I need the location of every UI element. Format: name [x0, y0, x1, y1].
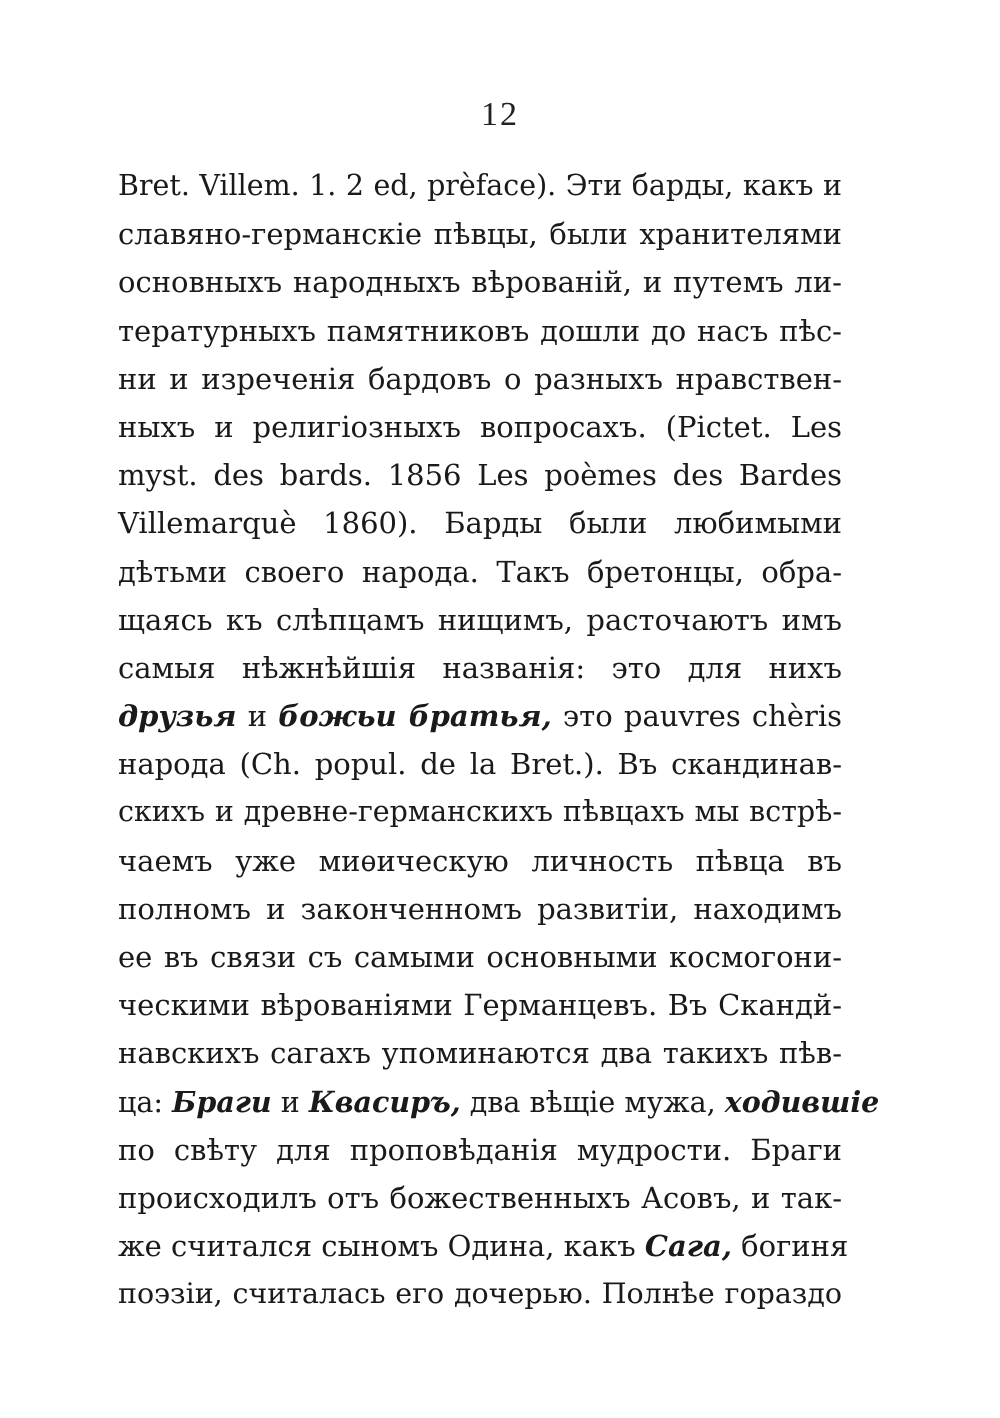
text-line-11: самыя нѣжнѣйшія названія: это для нихъ	[118, 650, 842, 685]
text-line-4: тературныхъ памятниковъ дошли до насъ пѣс-	[118, 313, 842, 348]
text-line-17: ее въ связи съ самыми основными космогони-	[118, 940, 842, 974]
text-segment: это pauvres chèris	[551, 699, 843, 734]
text-line-2: славяно-германскіе пѣвцы, были хранителями	[118, 217, 842, 252]
italic-phrase-druzya: друзья	[118, 699, 237, 734]
text-line-8: Villemarquè 1860). Барды были любимыми	[118, 506, 842, 541]
text-line-13: народа (Ch. popul. de la Bret.). Въ скандинав-	[118, 747, 842, 782]
text-line-21: по свѣту для проповѣданія мудрости. Браги	[118, 1132, 842, 1167]
text-segment: два вѣщіе мужа,	[460, 1085, 725, 1119]
text-line-1: Bret. Villem. 1. 2 ed, prèface). Эти барды, какъ и	[118, 169, 842, 202]
text-line-6: ныхъ и религіозныхъ вопросахъ. (Pictet. Les	[118, 409, 842, 444]
text-line-19: навскихъ сагахъ упоминаются два такихъ пѣв-	[118, 1036, 842, 1071]
text-line-10: щаясь къ слѣпцамъ нищимъ, расточаютъ имъ	[118, 602, 842, 637]
text-segment: ца:	[118, 1085, 173, 1119]
italic-name-saga: Сага,	[644, 1229, 732, 1264]
text-line-3: основныхъ народныхъ вѣрованій, и путемъ ли-	[118, 265, 842, 300]
italic-phrase-bozhi-bratya: божьи братья,	[278, 699, 552, 734]
text-line-9: дѣтьми своего народа. Такъ бретонцы, обра-	[118, 554, 842, 589]
text-line-20	[118, 1078, 880, 1126]
italic-name-kvasir: Квасиръ,	[308, 1084, 461, 1119]
text-segment: богиня	[731, 1229, 849, 1264]
text-line-7: myst. des bards. 1856 Les poèmes des Bardes	[118, 458, 842, 493]
text-line-24: поэзіи, считалась его дочерью. Полнѣе гораздо	[118, 1277, 842, 1311]
text-line-15: чаемъ уже миѳическую личность пѣвца въ	[118, 843, 842, 878]
text-line-12	[118, 692, 842, 740]
text-segment: и	[271, 1085, 309, 1119]
text-body	[118, 162, 880, 1319]
italic-name-bragi: Браги	[172, 1084, 272, 1119]
text-line-5: ни и изреченія бардовъ о разныхъ нравствен-	[118, 361, 842, 396]
text-line-23	[118, 1222, 849, 1270]
page-number: 12	[481, 96, 519, 133]
italic-word-khodivshie: ходившіе	[724, 1084, 880, 1119]
text-segment: же считался сыномъ Одина, какъ	[118, 1229, 645, 1264]
text-segment: и	[236, 699, 279, 734]
text-line-14: скихъ и древне-германскихъ пѣвцахъ мы встрѣ-	[118, 795, 842, 829]
text-line-18: ческими вѣрованіями Германцевъ. Въ Скандй-	[118, 988, 842, 1023]
text-line-16: полномъ и законченномъ развитіи, находимъ	[118, 891, 842, 926]
text-line-22: происходилъ отъ божественныхъ Асовъ, и так-	[118, 1180, 842, 1215]
